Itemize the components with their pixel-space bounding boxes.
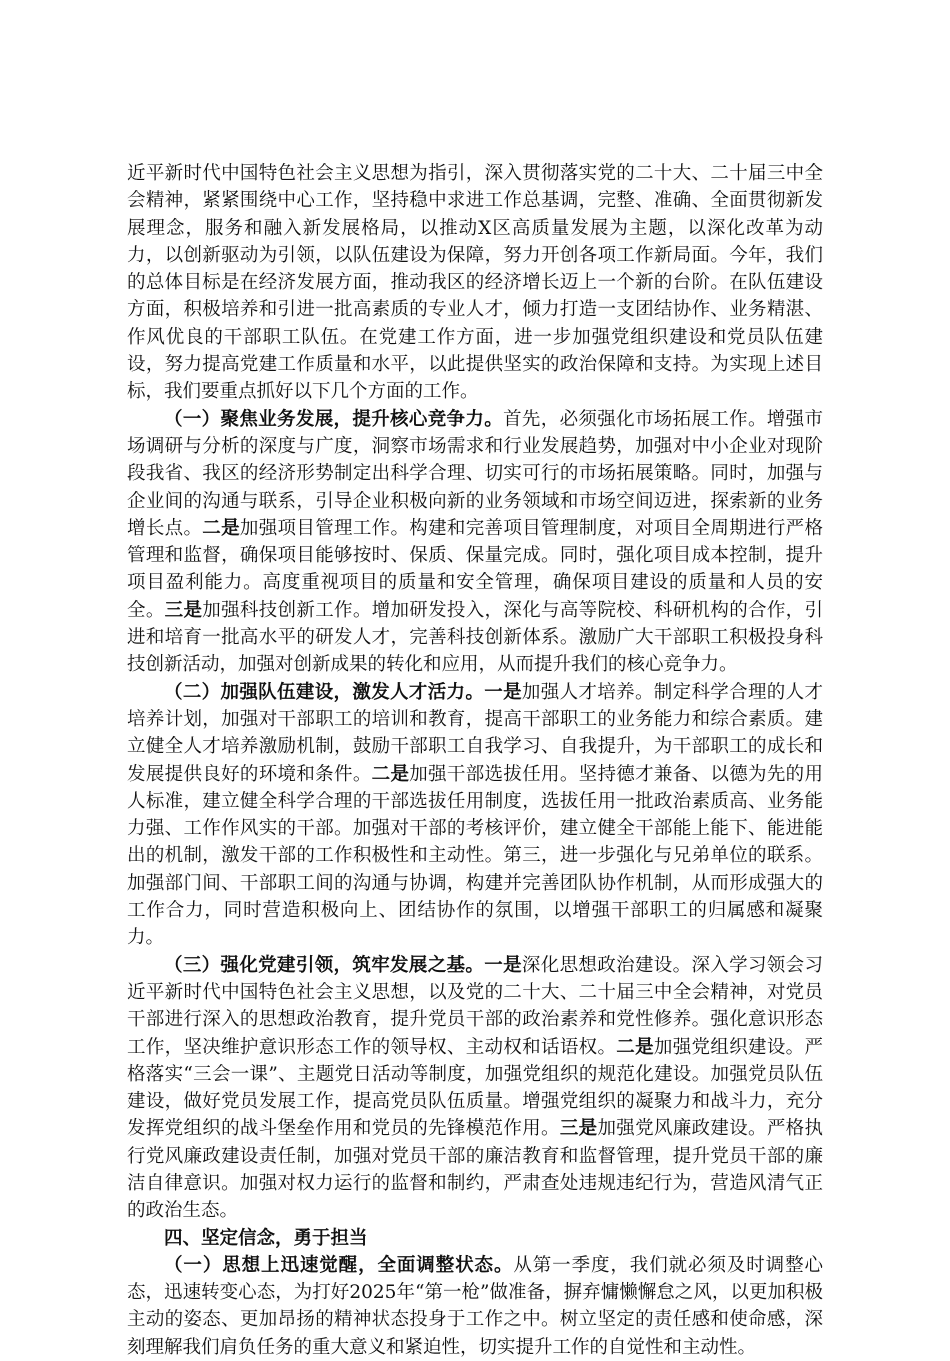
keyword-first: 一是 xyxy=(484,681,522,703)
paragraph-text: 加强项目管理工作。构建和完善项目管理制度，对项目全周期进行严格管理和监督，确保项目能够按时、保质、保量完成。同时，强化项目成本控制，提升项目盈利能力。高度重视项目的质量和安全管理，确保项目建设的质量和人员的安全。 xyxy=(127,517,823,621)
paragraph-intro xyxy=(127,160,823,406)
keyword-third: 三是 xyxy=(164,599,203,621)
paragraph-party-building xyxy=(127,952,823,1225)
paragraph-intro-text: 近平新时代中国特色社会主义思想为指引，深入贯彻落实党的二十大、二十届三中全会精神，紧紧围绕中心工作，坚持稳中求进工作总基调，完整、准确、全面贯彻新发展理念，服务和融入新发展格局，以推动X区高质量发展为主题，以深化改革为动力，以创新驱动为引领，以队伍建设为保障，努力开创各项工作新局面。今年，我们的总体目标是在经济发展方面，推动我区的经济增长迈上一个新的台阶。在队伍建设方面，积极培养和引进一批高素质的专业人才，倾力打造一支团结协作、业务精湛、作风优良的干部职工队伍。在党建工作方面，进一步加强党组织建设和党员队伍建设，努力提高党建工作质量和水平，以此提供坚实的政治保障和支持。为实现上述目标，我们要重点抓好以下几个方面的工作。 xyxy=(127,163,823,403)
keyword-second: 二是 xyxy=(371,763,410,785)
paragraph-text: 从第一季度，我们就必须及时调整心态，迅速转变心态，为打好2025年“第一枪”做准备，摒弃慵懒懈怠之风，以更加积极主动的姿态、更加昂扬的精神状态投身于工作之中。树立坚定的责任感和使命感，深刻理解我们肩负任务的重大意义和紧迫性，切实提升工作的自觉性和主动性。 xyxy=(127,1254,823,1358)
paragraph-business-development xyxy=(127,406,823,679)
subsection-heading-party: （三）强化党建引领，筑牢发展之基。 xyxy=(164,954,485,976)
paragraph-text: 加强党风廉政建设。严格执行党风廉政建设责任制，加强对党员干部的廉洁教育和监督管理，提升党员干部的廉洁自律意识。加强对权力运行的监督和制约，严肃查处违规违纪行为，营造风清气正的政治生态。 xyxy=(127,1118,823,1222)
keyword-first: 一是 xyxy=(484,954,522,976)
paragraph-text: 加强人才培养。制定科学合理的人才培养计划，加强对干部职工的培训和教育，提高干部职工的业务能力和综合素质。建立健全人才培养激励机制，鼓励干部职工自我学习、自我提升，为干部职工的成长和发展提供良好的环境和条件。 xyxy=(127,681,823,785)
paragraph-text: 首先，必须强化市场拓展工作。增强市场调研与分析的深度与广度，洞察市场需求和行业发展趋势，加强对中小企业对现阶段我省、我区的经济形势制定出科学合理、切实可行的市场拓展策略。同时，加强与企业间的沟通与联系，引导企业积极向新的业务领域和市场空间迈进，探索新的业务增长点。 xyxy=(127,408,823,539)
paragraph-text: 加强党组织建设。严格落实“三会一课”、主题党日活动等制度，加强党组织的规范化建设。加强党员队伍建设，做好党员发展工作，提高党员队伍质量。增强党组织的凝聚力和战斗力，充分发挥党组织的战斗堡垒作用和党员的先锋模范作用。 xyxy=(127,1036,823,1140)
keyword-second: 二是 xyxy=(202,517,240,539)
keyword-second: 二是 xyxy=(616,1036,654,1058)
subsection-heading-team: （二）加强队伍建设，激发人才活力。 xyxy=(164,681,485,703)
section-heading-four: 四、坚定信念，勇于担当 xyxy=(164,1227,368,1249)
paragraph-text: 加强科技创新工作。增加研发投入，深化与高等院校、科研机构的合作，引进和培育一批高水平的研发人才，完善科技创新体系。激励广大干部职工积极投身科技创新活动，加强对创新成果的转化和应用，从而提升我们的核心竞争力。 xyxy=(127,599,823,676)
subsection-heading-business: （一）聚焦业务发展，提升核心竞争力。 xyxy=(164,408,504,430)
paragraph-text: 深化思想政治建设。深入学习领会习近平新时代中国特色社会主义思想，以及党的二十大、二十届三中全会精神，对党员干部进行深入的思想政治教育，提升党员干部的政治素养和党性修养。强化意识形态工作，坚决维护意识形态工作的领导权、主动权和话语权。 xyxy=(127,954,823,1058)
keyword-third: 三是 xyxy=(559,1118,598,1140)
paragraph-team-building xyxy=(127,679,823,952)
document-body xyxy=(127,160,823,1361)
subsection-heading-mindset: （一）思想上迅速觉醒，全面调整状态。 xyxy=(164,1254,514,1276)
paragraph-mindset xyxy=(127,1252,823,1361)
paragraph-text: 加强干部选拔任用。坚持德才兼备、以德为先的用人标准，建立健全科学合理的干部选拔任用制度，选拔任用一批政治素质高、业务能力强、工作作风实的干部。加强对干部的考核评价，建立健全干部能上能下、能进能出的机制，激发干部的工作积极性和主动性。第三，进一步强化与兄弟单位的联系。加强部门间、干部职工间的沟通与协调，构建并完善团队协作机制，从而形成强大的工作合力，同时营造积极向上、团结协作的氛围，以增强干部职工的归属感和凝聚力。 xyxy=(127,763,823,949)
